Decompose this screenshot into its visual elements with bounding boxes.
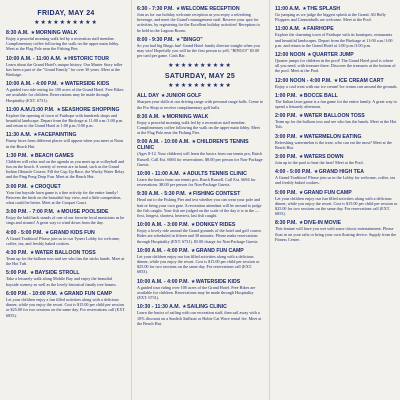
star-icon: ★ [298, 220, 304, 227]
event-time: ALL DAY [137, 93, 159, 100]
event-item [275, 78, 398, 89]
event-title: THE SPLASH [307, 6, 341, 12]
event-title: WATERS DOWN [303, 154, 344, 161]
event-time: 8:30 A.M. [6, 30, 29, 36]
event-description: Head out to the Fishing Pier and test whether you can wear your pole and bait or bring your own gear. A recreation attendant will be around to judge the fish caught. Your fish are judged on the scale of the day it is in the — first, longest, shortest, heaviest, last fish caught. [137, 197, 262, 219]
star-icon: ★ [298, 133, 304, 140]
event-list-saturday-continued [275, 6, 398, 242]
event-title: HISTORIC TOUR [68, 55, 109, 62]
star-icon: ★ [59, 290, 65, 297]
event-title: MORNING WALK [166, 113, 209, 120]
event-item [6, 184, 126, 206]
event-description: Learn the basics of sailing with our recreation staff, then sail away with a 10% discount on a Sunfish Sailboat or Hobie Cat Wave rental fee. Meet at the Beach Hut. [137, 310, 262, 326]
star-icon: ★ [190, 222, 196, 229]
event-item [6, 30, 126, 52]
event-description: This feature will have you wet with some classic entertainment. Please float in on your rafts or bring your own floating device. Supply from the Fitness Center. [275, 226, 397, 242]
event-time: 8:00 - 9:30 P.M. [137, 36, 174, 43]
event-list-saturday [137, 93, 263, 325]
star-icon: ★ [175, 36, 181, 43]
star-icon: ★ [33, 132, 39, 139]
event-list-friday [6, 30, 126, 318]
event-description: Let your children enjoy our fun filled activities along with a delicious dinner, while you enjoy the resort. Cost is $15.00 per child per session or $25.00 for two sessions on the same day. For reservations call (EXT. 6853). [275, 195, 398, 217]
event-time: 4:30 P.M. [6, 250, 28, 257]
event-description: (Ages 8-12. Your children) will learn the basics from our tennis pro, Butch Russell. Call Ext. 6694 for reservations. $8.00 per person for Non-Package Guests. [137, 151, 263, 167]
event-time: 10:00 A.M. - 4:00 P.M. [137, 247, 189, 254]
star-icon: ★ [59, 81, 65, 88]
event-title: DONKEY RIDES [195, 222, 236, 229]
event-time: 11:00 A.M. [275, 6, 301, 12]
event-title: ADULTS TENNIS CLINIC [187, 171, 247, 178]
event-item [137, 6, 263, 33]
event-title: DIVE-IN MOVIE [303, 220, 341, 227]
event-title: "BINGO" [180, 36, 203, 43]
event-time: 9:00 A.M. - 10:00 A.M. [137, 139, 190, 146]
star-icon: ★ [30, 30, 36, 36]
event-item [275, 154, 398, 165]
event-title: ICE CREAM CART [338, 77, 384, 84]
event-title: BOCCE BALL [303, 92, 338, 99]
event-item [275, 6, 398, 22]
event-description: Team up for the balloon toss and see who has the hands. Meet at the Hot Tub. [275, 119, 397, 130]
event-title: WATERSIDE KIDS [195, 278, 241, 285]
event-time: 1:30 P.M. [6, 152, 28, 159]
star-icon: ★ [302, 6, 308, 12]
event-item [6, 132, 126, 148]
event-title: CHILDREN'S TENNIS CLINIC [137, 139, 249, 152]
star-icon: ★ [161, 113, 167, 120]
event-title: MOUSE POOLSIDE [61, 209, 109, 216]
event-time: 3:00 P.M. - 7:00 P.M. [6, 209, 55, 216]
star-icon: ★ [298, 92, 304, 99]
event-item [275, 220, 398, 242]
star-icon: ★ [298, 113, 304, 120]
event-time: 8:30 A.M. [137, 113, 160, 120]
star-icon: ★ [44, 229, 50, 236]
event-time: 2:00 P.M. [275, 113, 297, 120]
event-time: 12:00 NOON - 4:00 P.M. [275, 77, 332, 84]
event-item [137, 93, 263, 109]
star-icon: ★ [190, 278, 196, 285]
event-time: 3:00 P.M. [275, 154, 297, 161]
star-icon: ★ [302, 26, 308, 33]
event-time: 9:30 A.M. - 5:30 P.M. [137, 191, 187, 198]
event-item [6, 81, 126, 103]
event-title: SAILING CLINIC [187, 304, 227, 311]
event-item [6, 230, 126, 246]
star-divider: ★★★★★★★★★★ [168, 63, 232, 70]
event-time: 11:00 A.M. [275, 26, 301, 33]
event-description: Enjoy a lovely ride around the Grand grounds of the hotel and golf course. Rides are scheduled in fifteen and 30 minutes. Please make reservations through Hospitality (EXT. 6731). $5.00 charge for Non-Package Guests. [137, 228, 262, 244]
event-description: Join up in the pool to beat the heat! Meet at the Pool. [275, 160, 364, 166]
event-description: A Grand Tradition! Please join us in our Tyneri Lobby for welcome, coffee, tea, and freshly baked cookies. [6, 235, 121, 246]
event-title: GRAND FUN CAMP [64, 290, 112, 297]
event-time: 10:00 A.M. - 4:00 P.M. [137, 278, 189, 285]
star-icon: ★ [29, 183, 35, 190]
event-title: WATERMELON EATING [303, 133, 362, 140]
event-time: 12:00 NOON [275, 52, 306, 59]
event-description: A guided tour riding over 100 acres of the Grand Hotel. Free Bikes are available for children. Reservations may be made through Hospitality (EXT. 6731). [137, 284, 256, 301]
event-time: 4:00 - 5:00 P.M. [275, 169, 312, 176]
star-icon: ★ [56, 106, 62, 113]
event-time: 11:00 A.M./1:00 P.M. [6, 106, 55, 113]
event-title: WATER BALLOON TOSS [303, 113, 365, 120]
event-time: 8:30 P.M. [275, 220, 297, 227]
star-icon: ★ [175, 6, 181, 12]
event-description: Sharpen your skills at our driving range with personal range balls. Come to the Pro Shop to receive complimentary golf balls. [137, 99, 263, 110]
event-item [275, 190, 398, 217]
event-item [275, 26, 398, 48]
star-icon: ★ [182, 171, 188, 178]
event-description: Team up for the balloon toss and see who has the sticks hands. Meet at the Hot Tub. [6, 256, 125, 267]
event-description: Explore the charming town of Fairhope with its boutiques, restaurants and beautiful landscapes. Depart from the Birdcage at 11:00 a.m./1:00 p.m. and return to the Grand Hotel at 1:00 p.m./3:00 p.m. [275, 32, 393, 48]
event-description: Enjoy a cool treat with our ice cream! Ice cream cart around the grounds. [275, 83, 398, 89]
star-icon: ★ [29, 270, 35, 277]
event-item [137, 171, 263, 187]
event-description: Let your children enjoy a fun filled activities along with a delicious dinner, while you enjoy the resort. Cost is $15.00 per child per session or $25.00 for two sessions on the same day. For reservations call (EXT. 6853). [6, 296, 126, 318]
event-time: 10:00 A.M. - 11:00 A.M. [6, 55, 62, 62]
event-time: 6:00 P.M. - 10:00 P.M. [6, 290, 58, 297]
star-icon: ★ [160, 93, 166, 100]
star-divider: ★★★★★★★★★★ [34, 20, 98, 26]
event-description: Refreshing watermelon is the treat, who can eat the most? Meet at the Beach Hut. [275, 139, 392, 150]
event-description: Learn about the Grand Hotel's unique history. Our Master Story teller has been a part of the "Grand Family" for over 30 years. Meet at the Birdcage. [6, 61, 123, 78]
column-friday [0, 0, 130, 400]
star-icon: ★ [298, 154, 304, 161]
event-title: WELCOME RECEPTION [180, 6, 240, 12]
star-icon: ★ [56, 209, 62, 216]
event-item [275, 52, 398, 74]
event-item [6, 291, 126, 318]
event-item [275, 113, 398, 129]
event-description: Children will relax and on the agenda as you meet up at volleyball and fun on the beach. A variety of events are in hand, such as the Grand Indian Obstacle Course, Fill the Cup Up Race, the Wacky Water Relay and the Ping Pong Drop Fun. Meet at the Beach Hut. [6, 158, 125, 180]
star-icon: ★ [188, 191, 193, 198]
event-title: GRAND KIDS FUN [49, 229, 95, 236]
event-title: JUNIOR GOLF [165, 93, 202, 100]
event-time: 10:00 - 11:00 A.M. [137, 171, 181, 178]
event-description: Take a leisurely walk along Mobile Bay and enjoy the beautiful bayside scenery as well as the lovely historical family tree homes. [6, 276, 117, 287]
event-item [137, 139, 263, 167]
event-description: Enjoy the bald back stands of one of our favorite local musicians as he sings and strums! A great way to wind down from the day. [6, 215, 125, 226]
event-title: GRAND FUN CAMP [195, 247, 244, 254]
event-title: BEACH GAMES [34, 152, 74, 159]
event-description: Go jumping as we judge the biggest splash at the Grand. All Belly Floppers and Cannonballs are welcome. Meet at the Pool. [275, 12, 386, 23]
event-item [275, 169, 398, 185]
column-divider [269, 0, 270, 400]
event-time: 10:30 - 11:30 A.M. [137, 304, 181, 311]
event-title: WATER BALLOON TOSS [34, 250, 96, 257]
star-icon: ★ [190, 247, 196, 254]
event-time: 3:00 P.M. [275, 133, 297, 140]
event-time: 11:30 A.M. [6, 132, 32, 139]
event-time: 6:30 - 7:30 P.M. [137, 6, 174, 12]
star-icon: ★ [298, 189, 304, 196]
event-item [6, 250, 126, 266]
star-icon: ★ [29, 152, 35, 159]
event-time: 5:00 P.M. [275, 189, 297, 196]
star-icon: ★ [313, 169, 319, 176]
star-icon: ★ [29, 250, 35, 257]
event-item [137, 248, 263, 275]
event-item [6, 153, 126, 180]
event-item [137, 222, 263, 244]
event-description: A Grand Tradition! Please join us in the Lobby for welcome, coffee, tea and freshly baked cookies. [275, 175, 396, 186]
event-title: FACEPAINTING [38, 132, 77, 139]
column-divider [131, 0, 132, 400]
event-item [6, 56, 126, 78]
event-description: Explore the opening of town of Fairhope with hundreds shops and beautiful landscape. Depart from the Birdcage at 11:00 a.m./1:00 p.m. and return to the Grand Hotel at 1:00 p.m./3:00 p.m. [6, 112, 124, 129]
event-description: Funny faces from different places will appear when you meet at Noon in the Beach Hut. [6, 138, 124, 149]
event-time: 5:00 P.M. [6, 270, 28, 277]
event-item [137, 114, 263, 136]
column-saturday [133, 0, 267, 400]
star-icon: ★ [182, 304, 188, 311]
event-description: Quarter jumps for children in the pool! The Grand Hotel pool is where all you need, with treasure there. Discover the treasures at the bottom of the pool. Meet at the Pool. [275, 58, 396, 74]
event-description: Let your children enjoy our fun filled activities along with a delicious dinner, while you enjoy the resort. Cost is $15.00 per child per session or $25.00 for two sessions on the same day. For reservations call (EXT. 6853). [137, 253, 260, 275]
event-title: FISHING CONTEST [193, 191, 241, 198]
event-description: Learn the basics from our tennis pro, Butch Russell. Call Ext. 6694 for reservations. $8.00 per person for Non-Package Guests. [137, 177, 256, 188]
event-title: CROQUET [34, 183, 61, 190]
event-description: Enjoy a peaceful morning walk led by a recreation staff member. Complimentary coffee following the walk on the upper main lobby. Meet at the Flag Pole near the Fishing Pier. [137, 119, 260, 136]
event-list-friday-evening [137, 6, 263, 58]
event-time: 3:00 P.M. [6, 183, 28, 190]
event-item [137, 191, 263, 218]
event-description: The Italian lawn game is a fun game for the entire family. A great way to spend a leisurely afternoon. [275, 98, 397, 110]
event-title: GRAND FUN CAMP [303, 189, 352, 196]
star-divider: ★★★★★★★★★★ [168, 83, 232, 90]
event-title: GRAND HIGH TEA [318, 169, 365, 176]
star-icon: ★ [333, 77, 339, 84]
event-title: WATERSIDE KIDS [64, 81, 110, 88]
event-time: 10:00 A.M. - 3:00 P.M. [137, 222, 189, 229]
event-heading [137, 139, 263, 151]
event-title: BAYSIDE STROLL [34, 270, 80, 277]
event-description: Enjoy a peaceful morning walk led by a recreation staff member. Complimentary coffee following the walk on the upper main lobby. Meet at the Flag Pole near the Fishing Pier. [6, 36, 120, 52]
event-item [275, 134, 398, 150]
event-title: SEASHORE SHOPPING [61, 106, 120, 113]
event-item [137, 304, 263, 326]
event-item [6, 270, 126, 286]
event-title: QUARTER JUMP [312, 52, 354, 59]
day-title-saturday: SATURDAY, MAY 25 [164, 73, 236, 81]
event-item [275, 93, 398, 109]
event-time: 4:00 - 5:00 P.M. [6, 229, 43, 236]
event-title: MORNING WALK [35, 30, 78, 36]
event-title: FAIRHOPE [307, 26, 334, 33]
event-description: Your fun bayside lawn game is a fine activity for the entire family! Between the birds on the beautiful bay view, and a little competition, what could be better. Meet at the Croquet Court. [6, 189, 122, 206]
day-title-friday: FRIDAY, MAY 24 [37, 10, 95, 17]
column-saturday-continued [271, 0, 400, 400]
event-item [6, 209, 126, 225]
event-item [137, 37, 263, 59]
star-icon: ★ [63, 55, 69, 62]
star-icon: ★ [307, 52, 313, 59]
event-item [6, 107, 126, 129]
star-icon: ★ [191, 139, 197, 146]
event-time: 10:00 A.M. - 4:00 P.M. [6, 81, 58, 88]
event-time: 1:00 P.M. [275, 92, 297, 99]
event-item [137, 279, 263, 301]
event-description: Join us for our holiday welcome reception as you enjoy a refreshing beverage, and meet the Grand's management staff. Reserve your spot for activities, by registering for the Excellent holiday activities! Reception to be held in the Lagoon Room. [137, 12, 260, 33]
event-description: So you had big Bingo fun! Grand Hotel family director tonight when you may win! Hopefully you will be the first person to yell, "BINGO!" $5.00 per card per game. Cash Bar. [137, 42, 260, 59]
event-description: A guided two ride outing for 100 acres of the Grand Hotel. Free Bikes are available for children. Reservations may be made through Hospitality (EXT. 6731). [6, 87, 124, 103]
